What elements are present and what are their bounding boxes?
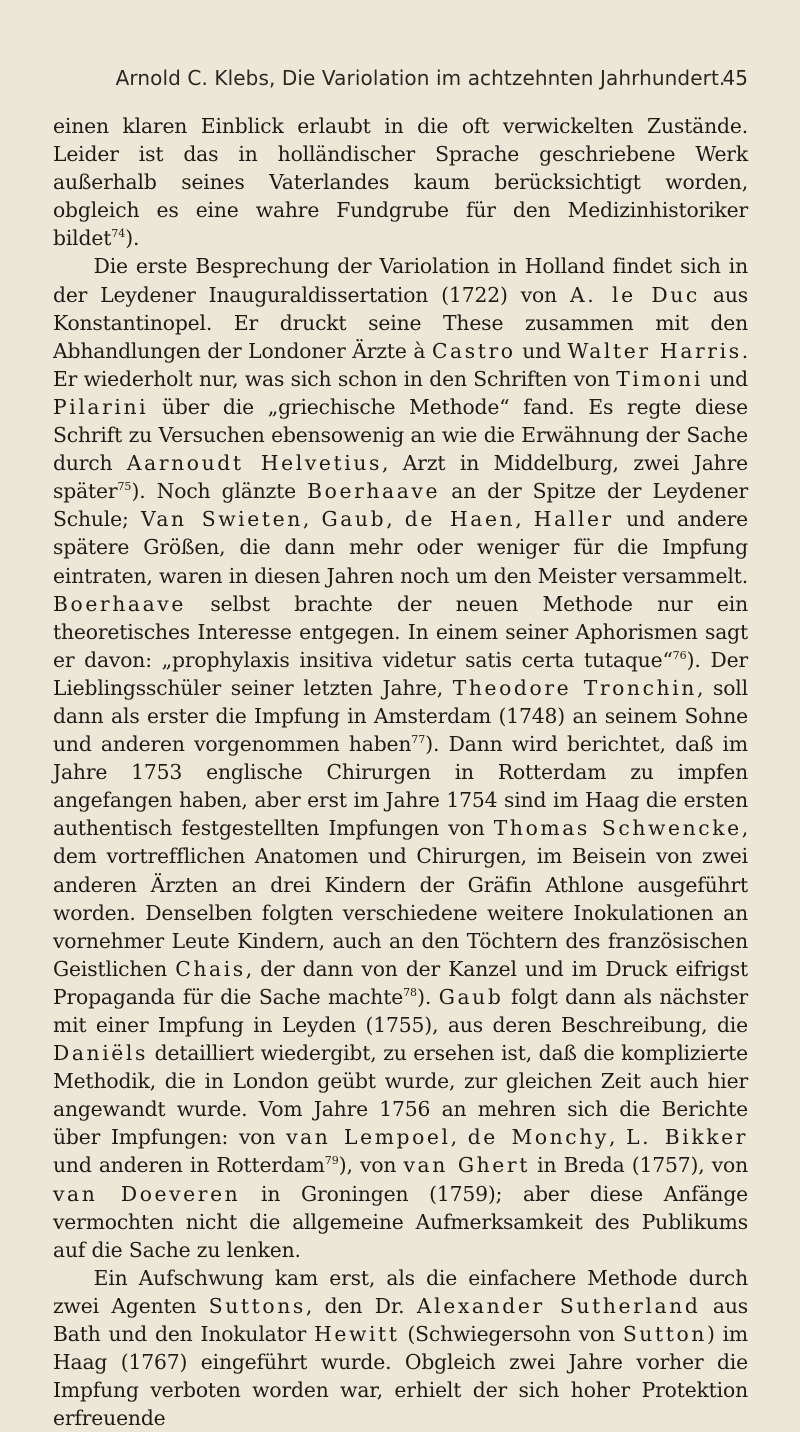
spaced-name: de Haen <box>404 507 516 532</box>
spaced-name: Van Swieten <box>140 507 303 532</box>
text-run: in Groningen (1759); aber diese Anfänge vermochten nicht die allgemeine Aufmerksamkeit des Publikums auf die Sache zu lenken. <box>53 1181 749 1262</box>
footnote-ref: 79 <box>324 1154 339 1168</box>
spaced-name: Castro <box>431 338 516 363</box>
text-run: , soll dann als erster die Impfung in Amsterdam (1748) an seinem Sohne und anderen vorgenommen haben <box>53 675 748 757</box>
text-run: ). <box>417 984 439 1009</box>
spaced-name: Boerhaave <box>307 479 441 504</box>
text-run: in Breda (1757), von <box>529 1153 748 1178</box>
text-run: Die erste Besprechung der Variolation in Holland findet sich in der Leydener Inauguraldissertation (1722) von <box>53 254 748 307</box>
paragraph <box>53 252 748 1263</box>
spaced-name: A. le Duc <box>569 282 700 307</box>
paragraph <box>53 1264 748 1432</box>
text-run: und andere spätere Größen, die dann mehr oder weniger für die Impfung eintraten, waren in diesen Jahren noch um den Meister versammelt. <box>53 507 749 588</box>
text-run: , den Dr. <box>305 1293 417 1318</box>
spaced-name: Chais <box>175 956 246 981</box>
text-run: , <box>608 1125 627 1150</box>
text-run: aus Bath und den Inokulator <box>53 1293 748 1347</box>
text-run: und <box>702 366 748 391</box>
footnote-ref: 76 <box>672 649 687 663</box>
paragraph <box>53 112 748 252</box>
spaced-name: Gaub <box>321 507 387 532</box>
text-run: , <box>386 507 405 532</box>
text-run: ) im Haag (1767) eingeführt wurde. Obgleich zwei Jahre vorher die Impfung verboten worden war, erhielt der sich hoher Protektion erfreuende <box>53 1322 748 1431</box>
text-run: (Schwiegersohn von <box>399 1322 623 1347</box>
spaced-name: Pilarini <box>53 394 149 419</box>
text-run: detailliert wiedergibt, zu ersehen ist, daß die komplizierte Methodik, die in London geübt wurde, zur gleichen Zeit auch hier angewandt wurde. Vom Jahre 1756 an mehren sich die Berichte über Impfungen: von <box>53 1041 748 1150</box>
text-run: selbst brachte der neuen Methode nur ein theoretisches Interesse entgegen. In einem seiner Aphorismen sagt er davon: „prophylaxis insitiva videtur satis certa tutaque“ <box>53 591 748 672</box>
text-run: , Arzt in Middelburg, zwei Jahre später <box>53 451 748 504</box>
spaced-name: de Monchy <box>467 1125 609 1150</box>
text-run: . Er wiederholt nur, was sich schon in den Schriften von <box>53 338 748 391</box>
text-run: ). <box>125 226 140 251</box>
text-run: aus Konstantinopel. Er druckt seine These zusammen mit den Abhandlungen der Londoner Ärzte à <box>53 282 748 363</box>
text-run: , <box>302 507 322 532</box>
text-run: , dem vortrefflichen Anatomen und Chirurgen, im Beisein von zwei anderen Ärzten an drei Kindern der Gräfin Athlone ausgeführt worden. Denselben folgten verschiedene weitere Inokulationen an vornehmer Leute Kindern, auch an den Töchtern des französischen Geistlichen <box>53 816 748 981</box>
text-run: und anderen in Rotterdam <box>53 1153 325 1178</box>
text-run: folgt dann als nächster mit einer Impfung in Leyden (1755), aus deren Beschreibung, die <box>53 984 749 1037</box>
spaced-name: Thomas Schwencke <box>493 816 742 841</box>
spaced-name: Suttons <box>208 1293 306 1318</box>
text-run: ). Dann wird berichtet, daß im Jahre 1753 englische Chirurgen in Rotterdam zu impfen angefangen haben, aber erst im Jahre 1754 sind im Haag die ersten authentisch festgestellten Impfungen von <box>53 732 748 841</box>
spaced-name: van Lempoel <box>286 1125 451 1150</box>
text-run: ). Noch glänzte <box>131 479 308 504</box>
page-header <box>53 66 748 102</box>
text-run: ), von <box>338 1153 404 1178</box>
spaced-name: Hewitt <box>314 1322 400 1347</box>
spaced-name: Haller <box>533 507 614 532</box>
text-run: und <box>515 338 568 363</box>
spaced-name: Aarnoudt Helvetius <box>126 451 382 476</box>
text-run: , <box>515 507 534 532</box>
body-text <box>53 112 748 1432</box>
spaced-name: Gaub <box>438 984 504 1009</box>
footnote-ref: 78 <box>403 986 418 1000</box>
spaced-name: van Doeveren <box>53 1181 241 1206</box>
spaced-name: Timoni <box>616 366 703 391</box>
text-run: Ein Aufschwung kam erst, als die einfachere Methode durch zwei Agenten <box>53 1265 748 1318</box>
footnote-ref: 74 <box>111 227 126 241</box>
text-run: , <box>450 1125 468 1150</box>
spaced-name: Daniëls <box>53 1041 148 1066</box>
page-number: 45 <box>722 66 748 90</box>
spaced-name: Boerhaave <box>53 591 186 616</box>
spaced-name: Walter Harris <box>567 338 742 363</box>
spaced-name: van Ghert <box>403 1153 530 1178</box>
text-run: über die „griechische Methode“ fand. Es regte diese Schrift zu Versuchen ebensowenig an wie die Erwähnung der Sache durch <box>53 394 748 476</box>
spaced-name: L. Bikker <box>626 1125 749 1150</box>
text-run: einen klaren Einblick erlaubt in die oft verwickelten Zustände. Leider ist das in holländischer Sprache geschriebene Werk außerhalb seines Vaterlandes kaum berücksichtigt worden, obgleich es eine wahre Fundgrube für den Medizinhistoriker bildet <box>53 114 748 251</box>
footnote-ref: 77 <box>411 733 426 747</box>
running-head: Arnold C. Klebs, Die Variolation im achtzehnten Jahrhundert. <box>115 66 726 90</box>
text-run: an der Spitze der Leydener Schule; <box>53 479 748 532</box>
spaced-name: Alexander Sutherland <box>416 1293 701 1318</box>
text-run: ). Der Lieblingsschüler seiner letzten Jahre, <box>53 647 748 700</box>
text-run: , der dann von der Kanzel und im Druck eifrigst Propaganda für die Sache machte <box>53 956 748 1009</box>
spaced-name: Sutton <box>622 1322 707 1347</box>
footnote-ref: 75 <box>117 480 132 494</box>
spaced-name: Theodore Tronchin <box>452 675 697 700</box>
